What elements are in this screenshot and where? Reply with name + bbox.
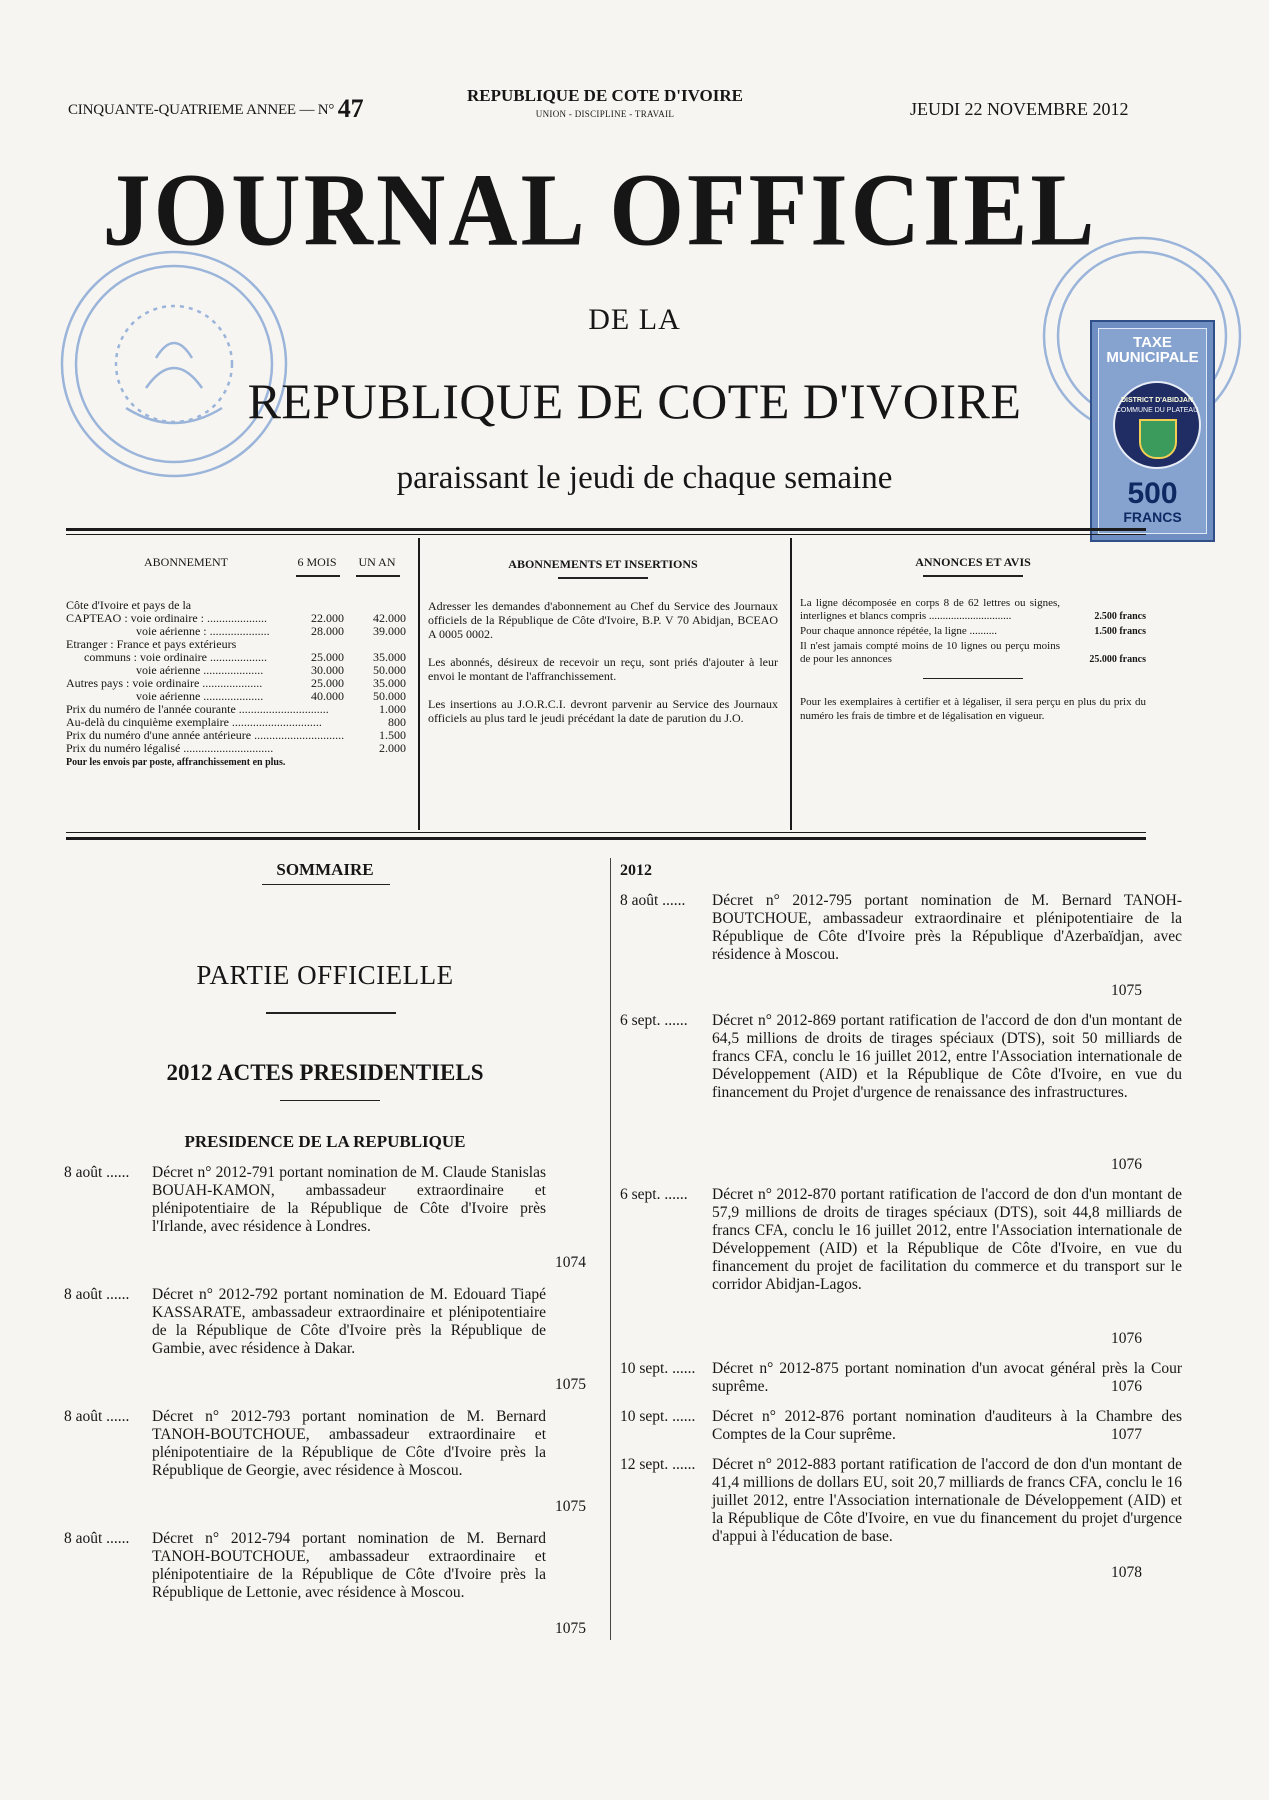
edition-line	[68, 94, 363, 124]
entry-date: 8 août ......	[620, 892, 686, 909]
entry-page: 1076	[1111, 1156, 1142, 1173]
entry-date: 12 sept. ......	[620, 1456, 696, 1473]
rate-row	[66, 742, 406, 755]
stamp-commune: COMMUNE DU PLATEAU	[1115, 407, 1199, 414]
presidence-heading: PRESIDENCE DE LA REPUBLIQUE	[184, 1132, 466, 1151]
masthead-republic: REPUBLIQUE DE COTE D'IVOIRE	[247, 373, 1022, 429]
rate-one-year: 1.500	[379, 728, 406, 742]
rate-one-year: 35.000	[373, 650, 406, 664]
rate-label: Etranger : France et pays extérieurs	[66, 637, 237, 651]
rate-six-months: 22.000	[311, 611, 344, 625]
box-divider-2	[790, 538, 792, 830]
rate-six-months: 28.000	[311, 624, 344, 638]
annonce-label: Il n'est jamais compté moins de 10 lignes ou perçu moins de pour les annonces	[800, 640, 1060, 665]
sommaire-entry	[620, 1408, 1182, 1444]
entry-page: 1076	[1111, 1378, 1142, 1395]
rate-one-year: 2.000	[379, 741, 406, 755]
abonnement-intro: Côte d'Ivoire et pays de la	[66, 598, 192, 612]
entry-date: 8 août ......	[64, 1408, 130, 1425]
entry-page: 1075	[1111, 982, 1142, 999]
rate-six-months	[329, 703, 366, 716]
entry-date: 10 sept. ......	[620, 1408, 696, 1425]
annonce-rate-row	[800, 597, 1146, 623]
box-top-rule-thin	[66, 534, 1146, 535]
col-one-year: UN AN	[358, 555, 396, 569]
republic-name: REPUBLIQUE DE COTE D'IVOIRE	[467, 86, 743, 105]
abonnement-rates	[66, 612, 406, 755]
annonce-price: 25.000 francs	[1089, 654, 1146, 665]
insertions-receipt: Les abonnés, désireux de recevoir un reçu, sont priés d'ajouter à leur envoi le montant de l'affranchissement.	[428, 655, 778, 683]
entry-page: 1076	[1111, 1330, 1142, 1347]
stamp-district: DISTRICT D'ABIDJAN	[1120, 397, 1194, 404]
stamp-value: 500	[1127, 477, 1178, 510]
abonnement-heading: ABONNEMENT	[144, 555, 228, 569]
annonces-column	[800, 556, 1146, 723]
abonnement-column	[66, 556, 406, 770]
rule	[923, 678, 1023, 679]
rate-label: communs : voie ordinaire ...................	[84, 650, 267, 664]
rate-one-year: 1.000	[379, 702, 406, 716]
box-bottom-rule-thin	[66, 832, 1146, 833]
rate-one-year: 35.000	[373, 676, 406, 690]
edition-label: CINQUANTE-QUATRIEME ANNEE — N°	[68, 102, 335, 118]
annonces-rates	[800, 597, 1146, 666]
rate-one-year: 39.000	[373, 624, 406, 638]
rate-one-year: 800	[388, 715, 406, 729]
sommaire-entry	[64, 1530, 586, 1638]
rate-label: voie aérienne ....................	[136, 689, 264, 703]
entry-page: 1078	[1111, 1564, 1142, 1581]
rate-six-months: 25.000	[311, 676, 344, 690]
entry-date: 8 août ......	[64, 1530, 130, 1547]
rule	[296, 575, 340, 577]
insertions-address: Adresser les demandes d'abonnement au Chef du Service des Journaux officiels de la République de Côte d'Ivoire, B.P. V 70 Abidjan, BCEAO A 0005 0002.	[428, 599, 778, 641]
annonces-heading: ANNONCES ET AVIS	[915, 555, 1031, 569]
rate-label: Au-delà du cinquième exemplaire ..............................	[66, 715, 322, 729]
annonce-price: 1.500 francs	[1094, 626, 1146, 637]
sommaire-entry	[64, 1408, 586, 1516]
sommaire-entry	[620, 892, 1182, 1000]
annonces-note: Pour les exemplaires à certifier et à légaliser, il sera perçu en plus du prix du numéro les frais de timbre et de légalisation en vigueur.	[800, 696, 1146, 722]
rate-label: Prix du numéro légalisé ..............................	[66, 741, 274, 755]
entry-text: Décret n° 2012-793 portant nomination de M. Bernard TANOH-BOUTCHOUE, ambassadeur extraordinaire et plénipotentiaire de la République de Côte d'Ivoire près la République de Georgie, avec résidence à Moscou.	[152, 1408, 546, 1479]
rate-label: CAPTEAO : voie ordinaire : ....................	[66, 611, 267, 625]
entry-page: 1075	[555, 1498, 586, 1515]
entry-date: 6 sept. ......	[620, 1186, 688, 1203]
insertions-heading: ABONNEMENTS ET INSERTIONS	[508, 557, 698, 571]
actes-presidentiels-heading: 2012 ACTES PRESIDENTIELS	[166, 1060, 484, 1085]
sommaire-entry	[64, 1286, 586, 1394]
column-divider	[610, 858, 611, 1640]
entry-page: 1075	[555, 1376, 586, 1393]
box-top-rule	[66, 528, 1146, 531]
stamp-label: TAXE MUNICIPALE	[1106, 334, 1199, 366]
rule	[266, 1012, 396, 1014]
box-bottom-rule	[66, 837, 1146, 840]
rate-one-year: 42.000	[373, 611, 406, 625]
rate-label: Autres pays : voie ordinaire ....................	[66, 676, 263, 690]
sommaire-entry	[620, 1186, 1182, 1348]
partie-officielle-heading: PARTIE OFFICIELLE	[196, 960, 454, 990]
sommaire-entry	[620, 1012, 1182, 1174]
rate-one-year: 50.000	[373, 663, 406, 677]
sommaire-entry	[620, 1360, 1182, 1396]
entry-date: 10 sept. ......	[620, 1360, 696, 1377]
rule	[280, 1100, 380, 1101]
republic-header	[440, 86, 770, 119]
rate-label: voie aérienne : ....................	[136, 624, 270, 638]
annonce-label: La ligne décomposée en corps 8 de 62 lettres ou signes, interlignes et blancs compris ..............................	[800, 597, 1060, 622]
entry-page: 1074	[555, 1254, 586, 1271]
rule	[262, 884, 390, 885]
entry-date: 6 sept. ......	[620, 1012, 688, 1029]
entry-text: Décret n° 2012-791 portant nomination de M. Claude Stanislas BOUAH-KAMON, ambassadeur extraordinaire et plénipotentiaire de la République de Côte d'Ivoire près l'Irlande, avec résidence à Londres.	[152, 1164, 546, 1235]
masthead-de-la: DE LA	[588, 303, 681, 336]
journal-title: JOURNAL OFFICIEL	[102, 151, 1098, 268]
presidency-seal-icon	[56, 238, 296, 488]
annonce-price: 2.500 francs	[1094, 611, 1146, 622]
rule	[356, 575, 400, 577]
rate-one-year: 50.000	[373, 689, 406, 703]
box-divider-1	[418, 538, 420, 830]
entry-text: Décret n° 2012-883 portant ratification de l'accord de don d'un montant de 41,4 millions de dollars EU, soit 20,7 milliards de francs CFA, conclu le 16 juillet 2012, entre l'Association internationale de Développement (AID) et la République de Côte d'Ivoire, en vue du financement du projet d'urgence d'appui à l'éducation de base.	[712, 1456, 1182, 1545]
entry-text: Décret n° 2012-875 portant nomination d'un avocat général près la Cour suprême.	[712, 1360, 1182, 1395]
col-six-months: 6 MOIS	[297, 555, 337, 569]
issue-date: JEUDI 22 NOVEMBRE 2012	[910, 99, 1129, 119]
entry-text: Décret n° 2012-792 portant nomination de M. Edouard Tiapé KASSARATE, ambassadeur extraordinaire et plénipotentiaire de la République de Côte d'Ivoire près la République de Gambie, avec résidence à Dakar.	[152, 1286, 546, 1357]
entry-text: Décret n° 2012-795 portant nomination de M. Bernard TANOH-BOUTCHOUE, ambassadeur extraordinaire et plénipotentiaire de la République de Côte d'Ivoire près la République d'Azerbaïdjan, avec résidence à Moscou.	[712, 892, 1182, 963]
fiscal-stamp	[1090, 320, 1215, 542]
rule	[923, 575, 1023, 577]
national-motto: UNION - DISCIPLINE - TRAVAIL	[535, 109, 675, 119]
right-column-year: 2012	[620, 862, 652, 879]
rule	[558, 577, 648, 579]
stamp-currency: FRANCS	[1123, 509, 1182, 525]
entry-text: Décret n° 2012-869 portant ratification de l'accord de don d'un montant de 64,5 millions de droits de tirages spéciaux (DTS), soit 50 milliards de francs CFA, conclu le 16 juillet 2012, entre l'Association internationale de Développement (AID) et la République de Côte d'Ivoire, en vue du financement du Projet d'urgence de renaissance des infrastructures.	[712, 1012, 1182, 1101]
annonce-rate-row	[800, 625, 1146, 638]
abonnement-footer: Pour les envois par poste, affranchissement en plus.	[66, 757, 286, 768]
rate-six-months	[286, 742, 344, 755]
sommaire-entry	[64, 1164, 586, 1272]
entry-date: 8 août ......	[64, 1164, 130, 1181]
issue-number: 47	[337, 94, 364, 123]
rate-six-months: 40.000	[311, 689, 344, 703]
rate-six-months	[344, 729, 374, 742]
entry-text: Décret n° 2012-870 portant ratification de l'accord de don d'un montant de 57,9 millions de droits de tirages spéciaux (DTS), soit 44,8 milliards de francs CFA, conclu le 16 juillet 2012, entre l'Association internationale de Développement (AID) et la République de Côte d'Ivoire, en vue du financement du projet de facilitation du commerce et du transport sur le corridor Abidjan-Lagos.	[712, 1186, 1182, 1293]
sommaire-heading: SOMMAIRE	[276, 860, 374, 879]
rate-six-months: 30.000	[311, 663, 344, 677]
insertions-column	[428, 558, 778, 725]
rate-label: Prix du numéro d'une année antérieure ..............................	[66, 728, 345, 742]
rate-label: Prix du numéro de l'année courante ..............................	[66, 702, 329, 716]
entry-text: Décret n° 2012-876 portant nomination d'auditeurs à la Chambre des Comptes de la Cour suprême.	[712, 1408, 1182, 1443]
annonce-label: Pour chaque annonce répétée, la ligne ..........	[800, 625, 998, 637]
annonce-rate-row	[800, 640, 1146, 666]
entry-text: Décret n° 2012-794 portant nomination de M. Bernard TANOH-BOUTCHOUE, ambassadeur extraordinaire et plénipotentiaire de la République de Côte d'Ivoire près la République de Lettonie, avec résidence à Moscou.	[152, 1530, 546, 1601]
entry-page: 1077	[1111, 1426, 1142, 1443]
entry-page: 1075	[555, 1620, 586, 1637]
insertions-deadline: Les insertions au J.O.R.C.I. devront parvenir au Service des Journaux officiels au plus tard le jeudi précédant la date de parution du J.O.	[428, 697, 778, 725]
rate-six-months: 25.000	[311, 650, 344, 664]
publication-frequency: paraissant le jeudi de chaque semaine	[396, 460, 893, 496]
rate-label: voie aérienne ....................	[136, 663, 264, 677]
entry-date: 8 août ......	[64, 1286, 130, 1303]
sommaire-entry	[620, 1456, 1182, 1582]
